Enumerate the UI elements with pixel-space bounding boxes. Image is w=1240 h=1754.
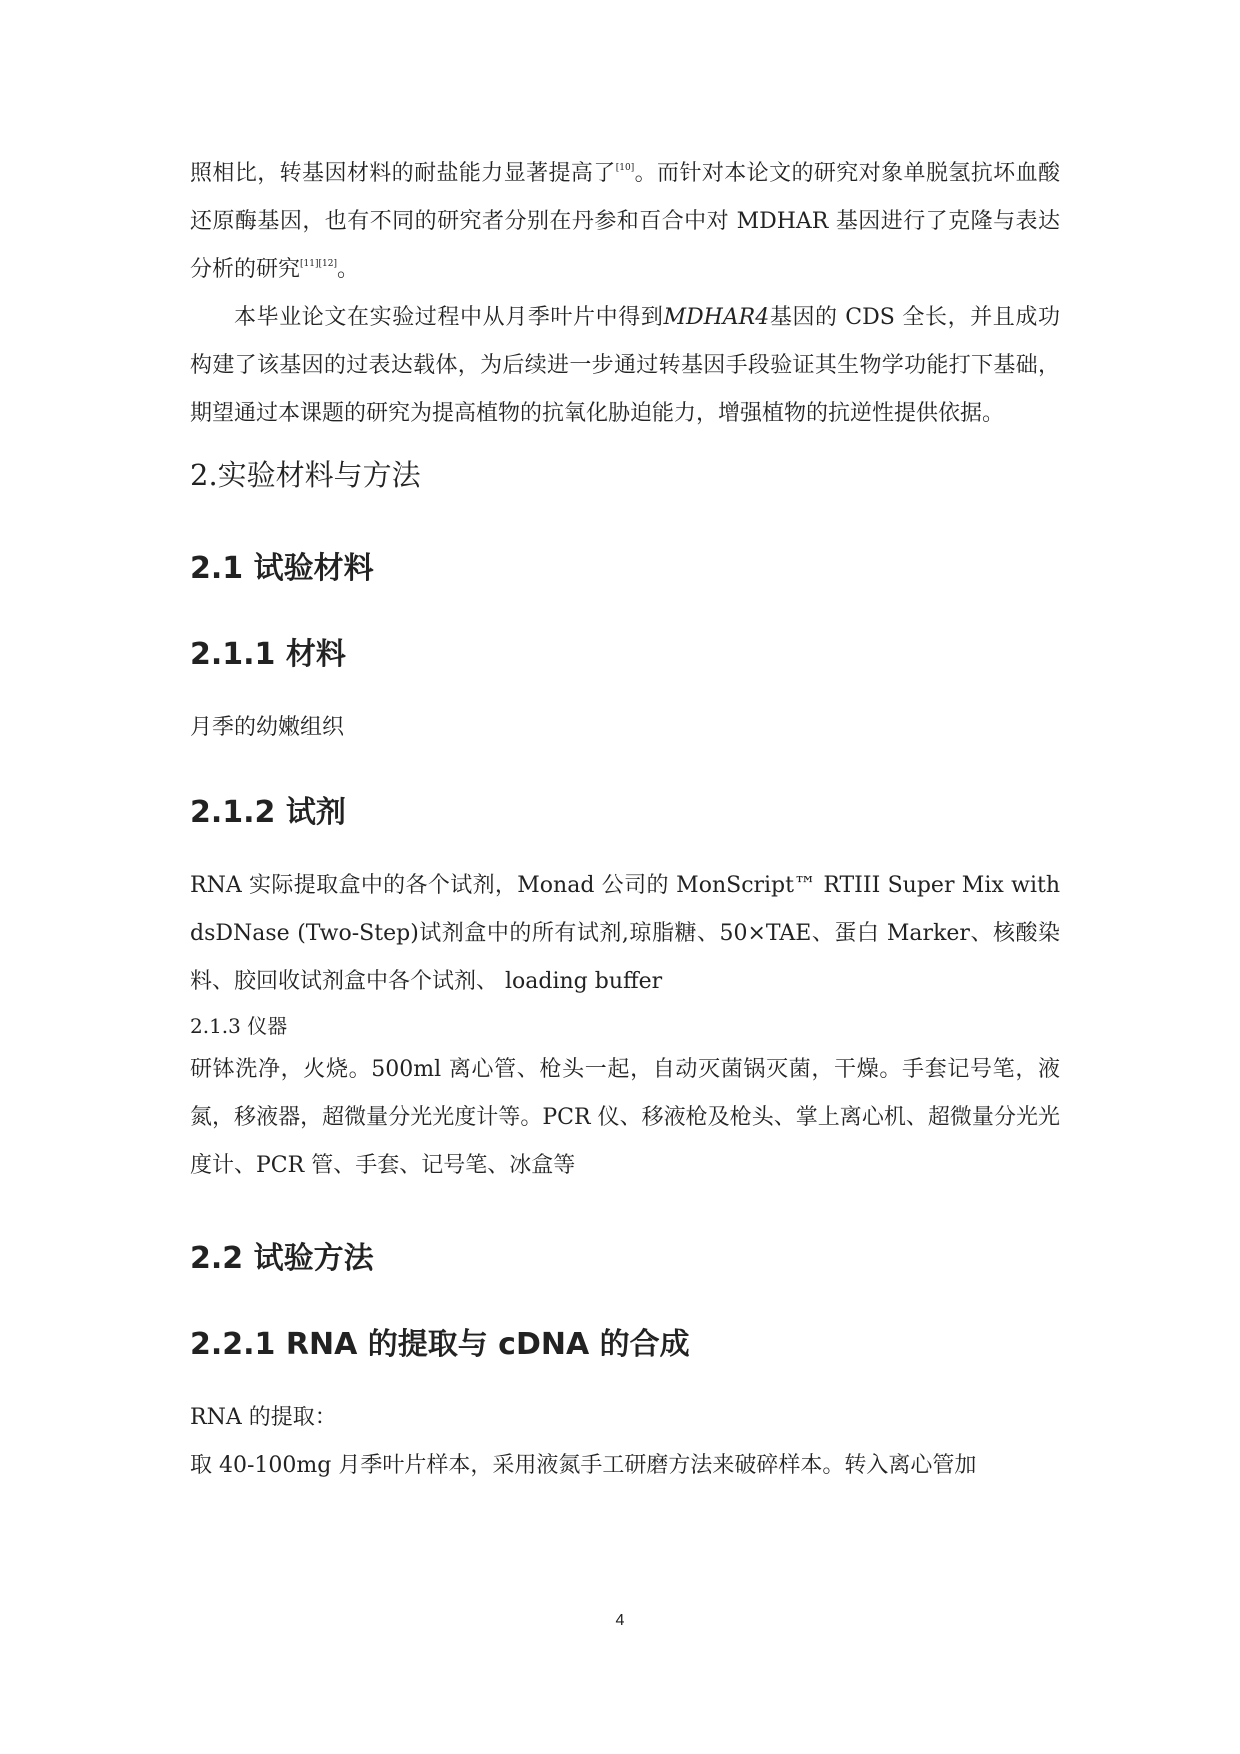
intro-paragraph-1 (190, 150, 1060, 294)
reagents-text: RNA 实际提取盒中的各个试剂，Monad 公司的 MonScript™ RTIII Super Mix with dsDNase (Two-Step)试剂盒中的所有试剂,琼脂糖、50×TAE、蛋白 Marker、核酸染料、胶回收试剂盒中各个试剂、 loading buffer (190, 873, 1060, 994)
section-2-1-title: 2.1 试验材料 (190, 551, 374, 586)
section-2-1-1-title: 2.1.1 材料 (190, 637, 346, 672)
section-2-1-3-title: 2.1.3 仪器 (190, 1014, 288, 1038)
gene-name: MDHAR4 (663, 305, 770, 330)
section-2-title: 2.实验材料与方法 (190, 458, 421, 492)
instruments-text: 研钵洗净，火烧。500ml 离心管、枪头一起，自动灭菌锅灭菌，干燥。手套记号笔，液氮，移液器，超微量分光光度计等。PCR 仪、移液枪及枪头、掌上离心机、超微量分光光度计、PCR 管、手套、记号笔、冰盒等 (190, 1057, 1060, 1178)
intro-p1-text-c: 。 (336, 257, 359, 282)
section-2-2-1-title: 2.2.1 RNA 的提取与 cDNA 的合成 (190, 1327, 690, 1362)
materials-text: 月季的幼嫩组织 (190, 715, 345, 740)
intro-p2-text-a: 本毕业论文在实验过程中从月季叶片中得到 (234, 305, 664, 330)
citation-ref-11-12: [11][12] (300, 259, 337, 269)
section-2-1-2-title: 2.1.2 试剂 (190, 795, 346, 830)
section-2-2-title: 2.2 试验方法 (190, 1241, 374, 1276)
intro-p1-text-a: 照相比，转基因材料的耐盐能力显著提高了 (190, 161, 616, 186)
rna-extraction-text: 取 40-100mg 月季叶片样本，采用液氮手工研磨方法来破碎样本。转入离心管加 (190, 1453, 977, 1478)
intro-paragraph-2 (190, 294, 1060, 438)
citation-ref-10: [10] (615, 163, 635, 173)
rna-extraction-label: RNA 的提取： (190, 1405, 337, 1430)
intro-p2-text-b: 基因的 CDS 全长，并且成功构建了该基因的过表达载体，为后续进一步通过转基因手段验证其生物学功能打下基础，期望通过本课题的研究为提高植物的抗氧化胁迫能力，增强植物的抗逆性提供依据。 (190, 305, 1060, 426)
intro-p1-text-b: 。而针对本论文的研究对象单脱氢抗坏血酸还原酶基因，也有不同的研究者分别在丹参和百合中对 MDHAR 基因进行了克隆与表达分析的研究 (190, 161, 1060, 282)
document-page (190, 150, 1060, 1490)
page-number: 4 (615, 1612, 625, 1629)
